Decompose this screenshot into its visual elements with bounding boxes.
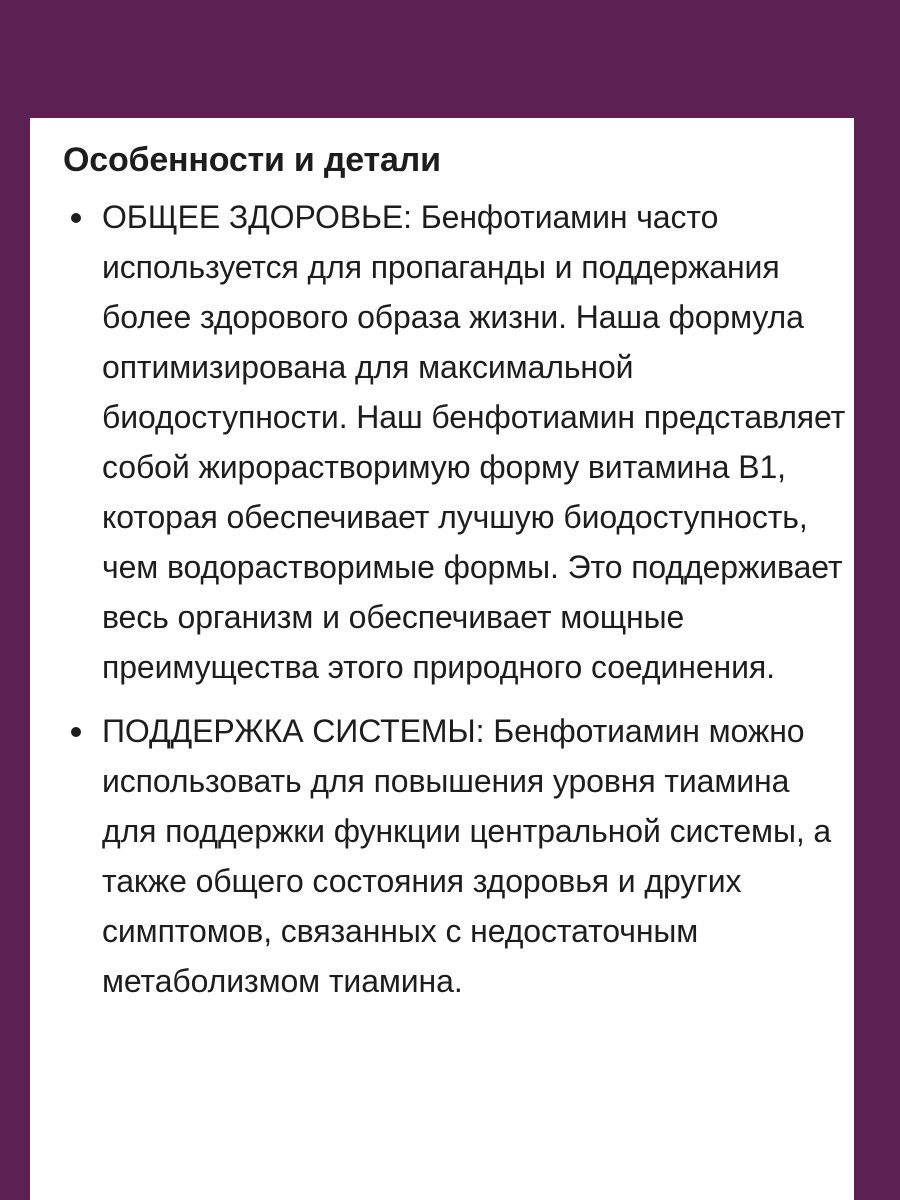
details-card [30, 118, 854, 1200]
bullet-dot [71, 213, 81, 223]
list-item-text: ОБЩЕЕ ЗДОРОВЬЕ: Бенфотиамин часто используется для пропаганды и поддержания более здорового образа жизни. Наша формула оптимизирована для максимальной биодоступности. Наш бенфотиамин представляет собой жирорастворимую форму витамина B1, которая обеспечивает лучшую биодоступность, чем водорастворимые формы. Это поддерживает весь организм и обеспечивает мощные преимущества этого природного соединения. [102, 199, 846, 685]
list-item-general-health [63, 192, 854, 692]
section-title: Особенности и детали [63, 141, 441, 179]
bullet-dot [71, 727, 81, 737]
list-item-text: ПОДДЕРЖКА СИСТЕМЫ: Бенфотиамин можно использовать для повышения уровня тиамина для поддержки функции центральной системы, а также общего состояния здоровья и других симптомов, связанных с недостаточным метаболизмом тиамина. [102, 713, 832, 999]
list-item-system-support [63, 706, 854, 1006]
feature-list [63, 192, 854, 1006]
